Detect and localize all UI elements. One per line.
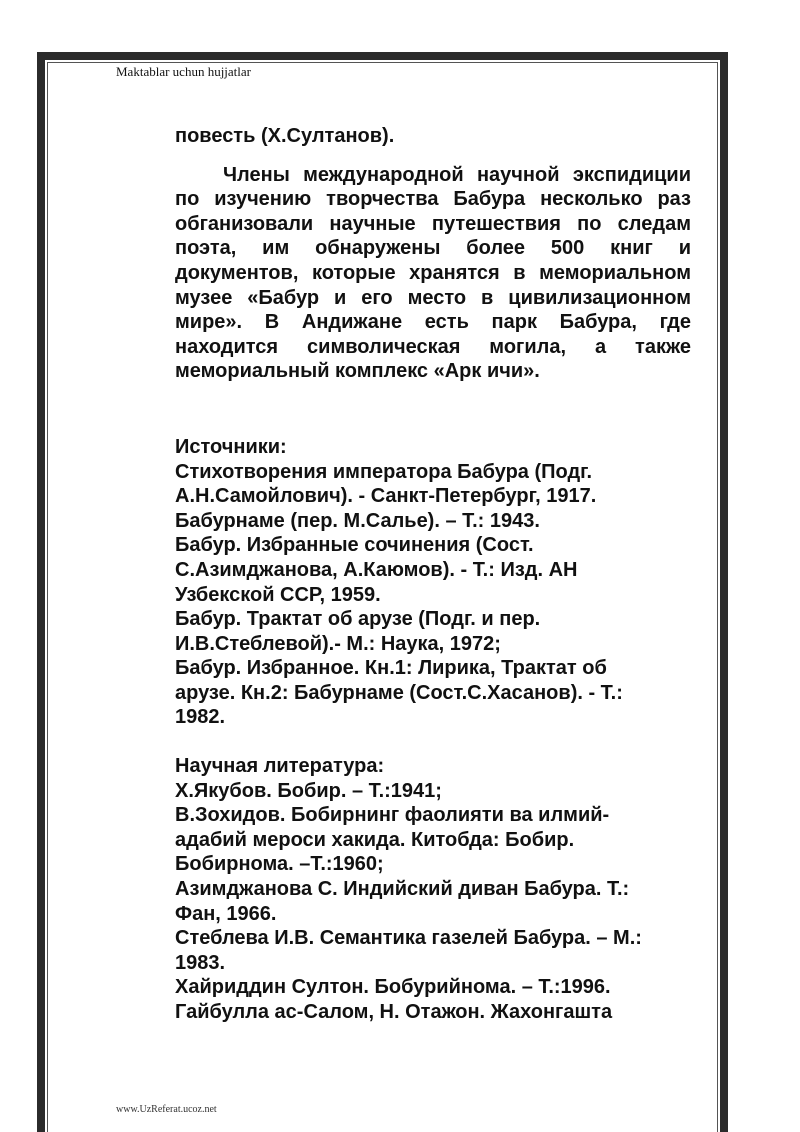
- list-item: Стихотворения императора Бабура (Подг.: [175, 460, 593, 483]
- page-header: Maktablar uchun hujjatlar: [116, 64, 252, 79]
- literature-heading: Научная литература:: [175, 755, 385, 778]
- list-item: Бабурнаме (пер. М.Салье). – Т.: 1943.: [175, 509, 540, 532]
- list-item: А.Н.Самойлович). - Санкт-Петербург, 1917.: [175, 485, 597, 508]
- list-item: Хайриддин Султон. Бобурийнома. – Т.:1996.: [175, 976, 611, 999]
- list-item: В.Зохидов. Бобирнинг фаолияти ва илмий-: [175, 804, 610, 827]
- list-item: Узбекской ССР, 1959.: [175, 583, 381, 606]
- list-item: И.В.Стеблевой).- М.: Наука, 1972;: [175, 632, 501, 655]
- list-item: Азимджанова С. Индийский диван Бабура. Т.:: [175, 878, 630, 901]
- list-item: Бабур. Трактат об арузе (Подг. и пер.: [175, 608, 541, 631]
- list-item: С.Азимджанова, А.Каюмов). - Т.: Изд. АН: [175, 558, 578, 581]
- sources-heading: Источники:: [175, 435, 287, 458]
- list-item: 1982.: [175, 706, 226, 729]
- page-footer-url[interactable]: www.UzReferat.ucoz.net: [116, 1104, 217, 1115]
- intro-line: повесть (Х.Султанов).: [175, 125, 395, 147]
- list-item: Бабур. Избранное. Кн.1: Лирика, Трактат об: [175, 657, 607, 680]
- main-paragraph: Члены международной научной экспидиции по изучению творчества Бабура несколько раз обганизовали научные путешествия по следам поэта, им обнаружены более 500 книг и документов, которые хранятся в мемориальном музее «Бабур и его место в цивилизационном мире». В Андижане есть парк Бабура, где находится символическая могила, а также мемориальный комплекс «Арк ичи».: [175, 163, 691, 383]
- list-item: Гайбулла ас-Салом, Н. Отажон. Жахонгашта: [175, 1001, 613, 1023]
- list-item: Бабур. Избранные сочинения (Сост.: [175, 534, 534, 557]
- list-item: 1983.: [175, 951, 226, 974]
- list-item: адабий мероси хакида. Китобда: Бобир.: [175, 828, 575, 851]
- literature-list: [175, 779, 691, 1025]
- list-item: арузе. Кн.2: Бабурнаме (Сост.С.Хасанов). - Т.:: [175, 681, 623, 704]
- sources-list: [175, 460, 691, 731]
- list-item: Х.Якубов. Бобир. – Т.:1941;: [175, 779, 442, 802]
- list-item: Фан, 1966.: [175, 902, 277, 925]
- document-body: [175, 124, 691, 1025]
- list-item: Стеблева И.В. Семантика газелей Бабура. – М.:: [175, 927, 642, 950]
- list-item: Бобирнома. –Т.:1960;: [175, 853, 384, 876]
